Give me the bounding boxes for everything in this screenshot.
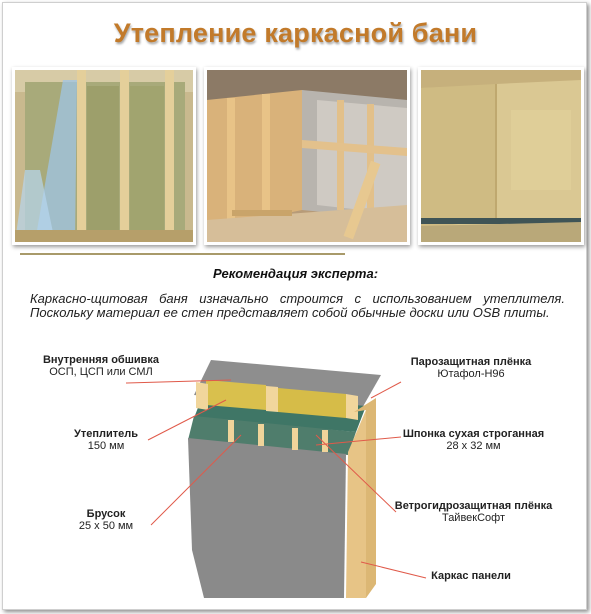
page-title: Утепление каркасной бани <box>113 18 478 48</box>
foil-corner-photo-icon <box>207 70 407 242</box>
finished-room-photo-icon <box>421 70 581 242</box>
wall-insulation-photo-icon <box>15 70 193 242</box>
label-inner-sheathing: Внутренняя обшивка ОСП, ЦСП или СМЛ <box>42 354 160 378</box>
label-wind-film: Ветрогидрозащитная плёнка ТайвекСофт <box>394 500 553 524</box>
label-bar: Брусок 25 х 50 мм <box>78 508 134 532</box>
label-batten: Шпонка сухая строганная 28 х 32 мм <box>402 428 545 452</box>
photo-wall-insulation <box>12 67 196 245</box>
label-vapor-film: Парозащитная плёнка Ютафол-Н96 <box>410 356 532 380</box>
label-panel-frame: Каркас панели <box>431 570 511 582</box>
section-divider <box>20 253 345 255</box>
label-insulation: Утеплитель 150 мм <box>74 428 138 452</box>
photo-finished-room <box>418 67 584 245</box>
recommendation-heading: Рекомендация эксперта: <box>212 266 379 281</box>
wall-layers-diagram <box>16 340 578 598</box>
recommendation-text: Каркасно-щитовая баня изначально строится с использованием утеплителя. Поскольку материал ее стен представляет собой обычные доски или OSB плиты. <box>30 291 565 320</box>
photo-foil-corner <box>204 67 410 245</box>
